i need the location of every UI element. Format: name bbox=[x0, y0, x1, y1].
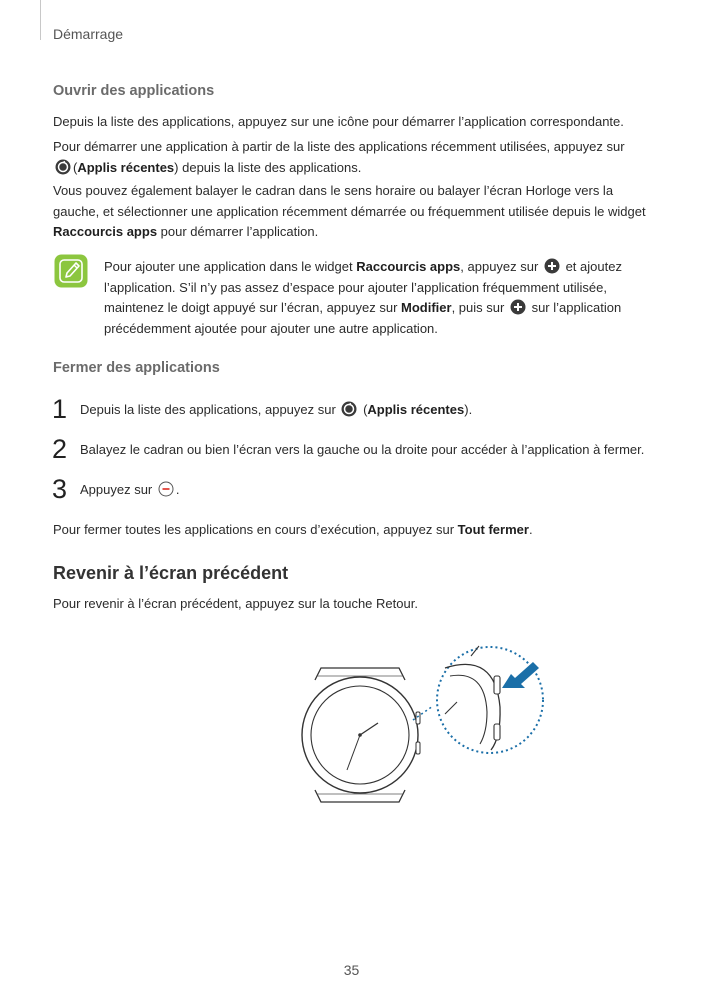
note-text: Pour ajouter une application dans le widget Raccourcis apps, appuyez sur et ajoutez l’application. S’il n’y pas assez d’espace pour ajouter l’application fréquemment utilisée, maintenez le doigt appuyé sur l’écran, appuyez sur Modifier, puis sur sur l’application précédemment ajoutée pour ajouter une autre application. bbox=[104, 259, 622, 336]
recent-apps-icon bbox=[55, 159, 71, 175]
watch-illustration bbox=[295, 632, 555, 812]
step-1-number: 1 bbox=[52, 394, 68, 424]
close-minus-icon bbox=[158, 481, 174, 497]
section-header: Démarrage bbox=[53, 26, 124, 42]
open-apps-p3: Vous pouvez également balayer le cadran dans le sens horaire ou balayer l’écran Horloge vers la gauche, et sélectionner une application récemment démarrée ou fréquemment utilisée depuis le widget Raccourcis apps pour démarrer l’application. bbox=[53, 183, 646, 239]
recent-apps-icon-2 bbox=[341, 401, 357, 417]
margin-line bbox=[40, 0, 41, 40]
open-apps-p2: Pour démarrer une application à partir de la liste des applications récemment utilisées, appuyez sur (Applis récentes) depuis la liste des applications. bbox=[53, 139, 625, 175]
add-icon bbox=[544, 258, 560, 274]
open-apps-title: Ouvrir des applications bbox=[53, 83, 215, 99]
step-3-number: 3 bbox=[52, 474, 68, 504]
open-apps-p1: Depuis la liste des applications, appuyez sur une icône pour démarrer l’application correspondante. bbox=[53, 114, 624, 129]
step-1-text: Depuis la liste des applications, appuyez sur (Applis récentes). bbox=[80, 402, 473, 417]
step-2-text: Balayez le cadran ou bien l’écran vers la gauche ou la droite pour accéder à l’application à fermer. bbox=[80, 442, 645, 457]
add-icon-2 bbox=[510, 299, 526, 315]
back-text: Pour revenir à l’écran précédent, appuyez sur la touche Retour. bbox=[53, 596, 418, 611]
step-3-text: Appuyez sur . bbox=[80, 482, 180, 497]
note-pencil-icon bbox=[54, 254, 88, 288]
page-number: 35 bbox=[343, 962, 360, 978]
step-2-number: 2 bbox=[52, 434, 68, 464]
back-title: Revenir à l’écran précédent bbox=[53, 563, 289, 583]
close-all-text: Pour fermer toutes les applications en cours d’exécution, appuyez sur Tout fermer. bbox=[53, 522, 533, 537]
close-apps-title: Fermer des applications bbox=[53, 360, 220, 376]
